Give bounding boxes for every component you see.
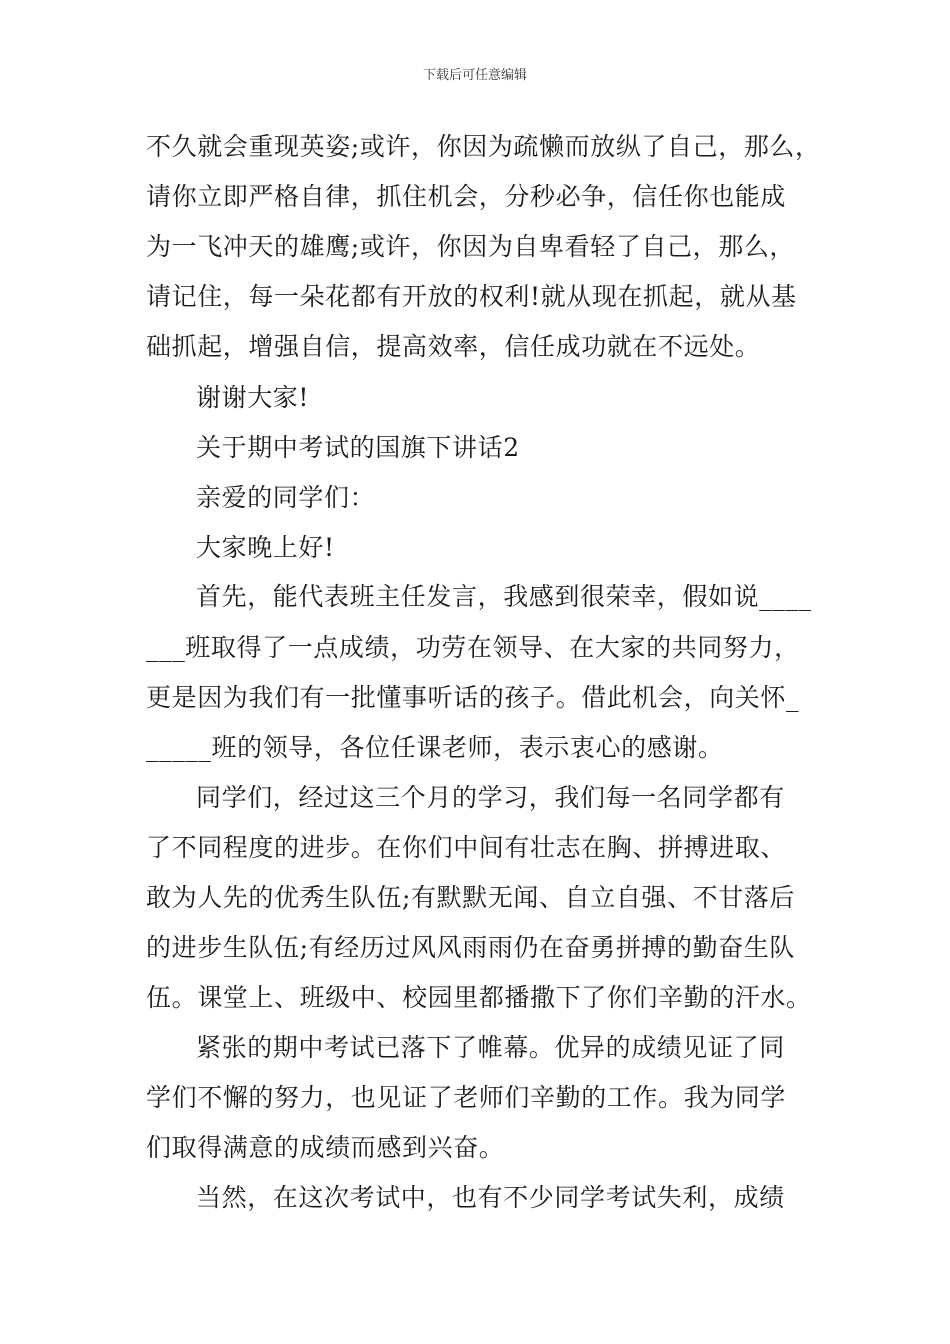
page-header: 下载后可任意编辑 [422, 68, 527, 83]
text-line: 了不同程度的进步。在你们中间有壮志在胸、拼搏进取、 [146, 833, 787, 862]
text-line: 请你立即严格自律，抓住机会，分秒必争，信任你也能成 [146, 182, 787, 211]
text-line: 们取得满意的成绩而感到兴奋。 [146, 1133, 505, 1162]
text-line: 同学们，经过这三个月的学习，我们每一名同学都有 [196, 783, 785, 812]
text-line: 紧张的期中考试已落下了帷幕。优异的成绩见证了同 [196, 1033, 785, 1062]
text-line: 更是因为我们有一批懂事听话的孩子。借此机会，向关怀_ [146, 683, 800, 712]
text-line: 大家晚上好! [196, 533, 335, 562]
text-line: 为一飞冲天的雄鹰;或许，你因为自卑看轻了自己，那么， [146, 232, 796, 261]
text-line: _____班的领导，各位任课老师，表示衷心的感谢。 [146, 733, 724, 762]
text-line: 的进步生队伍;有经历过风风雨雨仍在奋勇拼搏的勤奋生队 [146, 933, 796, 962]
text-line: 伍。课堂上、班级中、校园里都播撒下了你们辛勤的汗水。 [146, 983, 812, 1012]
text-line: 首先，能代表班主任发言，我感到很荣幸，假如说____ [196, 582, 812, 611]
text-line: 不久就会重现英姿;或许，你因为疏懒而放纵了自己，那么， [146, 132, 821, 161]
text-line: 础抓起，增强自信，提高效率，信任成功就在不远处。 [146, 332, 761, 361]
section-title: 关于期中考试的国旗下讲话2 [196, 433, 520, 462]
text-line: 请记住，每一朵花都有开放的权利!就从现在抓起，就从基 [146, 282, 797, 311]
text-line: 敢为人先的优秀生队伍;有默默无闻、自立自强、不甘落后 [146, 883, 796, 912]
text-line: 当然，在这次考试中，也有不少同学考试失利，成绩 [196, 1183, 785, 1212]
text-line: ___班取得了一点成绩，功劳在领导、在大家的共同努力， [146, 633, 800, 662]
text-line: 亲爱的同学们： [196, 483, 376, 512]
text-line: 谢谢大家! [196, 383, 310, 412]
text-line: 学们不懈的努力，也见证了老师们辛勤的工作。我为同学 [146, 1083, 787, 1112]
